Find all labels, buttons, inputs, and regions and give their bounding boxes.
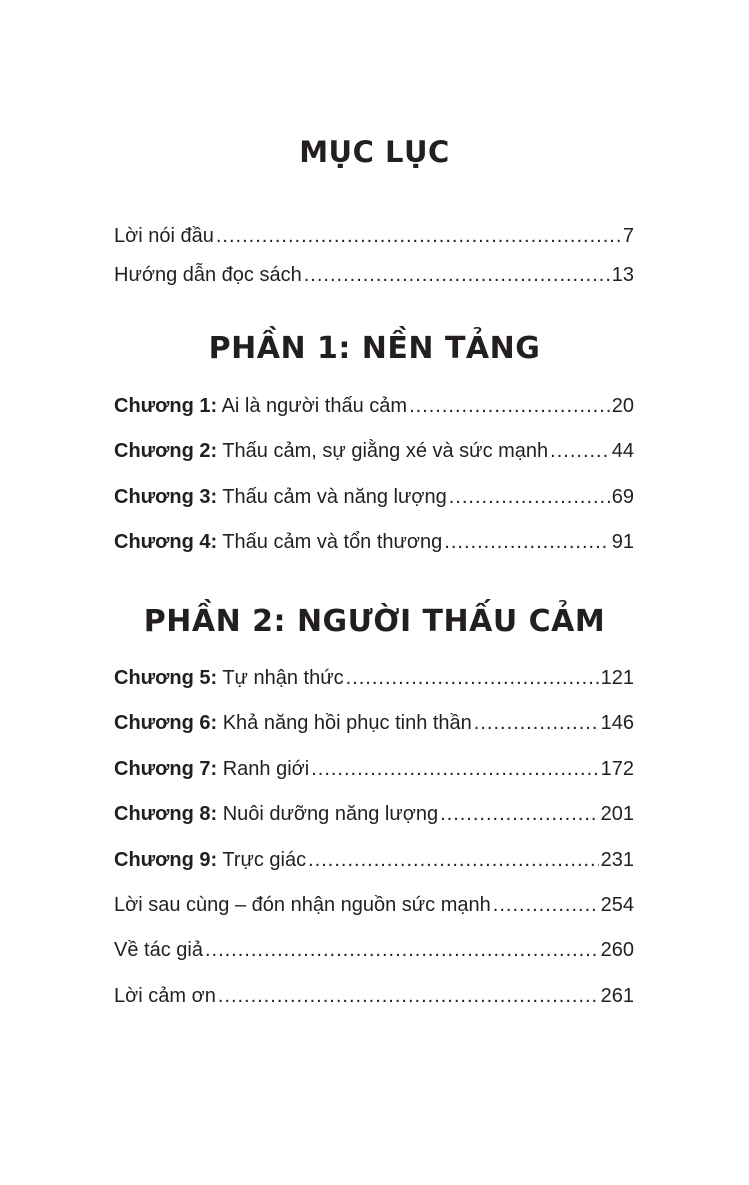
dot-leader [216,222,621,250]
toc-entry-label [114,664,344,692]
dot-leader [440,800,599,828]
dot-leader [409,392,610,420]
toc-entry-chapter-9[interactable] [114,846,634,891]
chapter-prefix: Chương 6: [114,712,218,735]
toc-entry-page: 69 [611,485,634,508]
chapter-prefix: Chương 5: [114,667,218,689]
toc-entry-label: Lời sau cùng – đón nhận nguồn sức mạnh [114,893,491,916]
chapter-prefix: Chương 4: [114,531,218,554]
toc-entry-chapter-3[interactable] [114,483,634,528]
chapter-prefix: Chương 7: [114,757,218,780]
toc-entry-preface[interactable] [114,222,634,261]
dot-leader [205,936,599,964]
dot-leader [218,982,599,1010]
chapter-prefix: Chương 9: [114,848,218,871]
toc-entry-label [114,846,306,874]
part2-heading: PHẦN 2: NGƯỜI THẤU CẢM [143,604,606,639]
toc-entry-page: 91 [611,531,634,554]
chapter-title: Nuôi dưỡng năng lượng [222,803,439,826]
toc-entry-page: 201 [600,803,634,826]
dot-leader [444,528,609,556]
toc-entry-chapter-2[interactable] [114,437,634,482]
toc-entry-page: 44 [611,440,634,463]
toc-part2-group [114,664,634,1027]
toc-entry-page: 13 [611,263,634,286]
toc-entry-page: 121 [600,667,634,689]
toc-entry-reading-guide[interactable] [114,261,634,300]
chapter-title: Khả năng hồi phục tinh thần [222,712,472,735]
toc-entry-chapter-1[interactable] [114,392,634,437]
toc-entry-afterword[interactable] [114,891,634,936]
toc-entry-label [114,528,442,556]
chapter-title: Tự nhận thức [222,667,344,689]
toc-part1-group [114,392,634,574]
chapter-prefix: Chương 1: [114,395,218,417]
chapter-title: Thấu cảm và năng lượng [222,485,447,508]
toc-entry-page: 20 [611,395,634,417]
dot-leader [308,846,599,874]
toc-entry-chapter-4[interactable] [114,528,634,573]
dot-leader [493,891,599,919]
dot-leader [550,437,610,465]
chapter-prefix: Chương 3: [114,485,218,508]
toc-entry-label: Lời nói đầu [114,225,214,247]
chapter-title: Trực giác [222,848,307,871]
dot-leader [311,755,598,783]
toc-entry-page: 172 [600,757,634,780]
toc-entry-page: 146 [600,712,634,735]
toc-entry-label [114,437,548,465]
dot-leader [346,664,599,692]
toc-entry-page: 231 [600,848,634,871]
chapter-title: Thấu cảm và tổn thương [222,531,443,554]
toc-entry-label: Về tác giả [114,939,203,962]
part1-heading: PHẦN 1: NỀN TẢNG [208,331,541,366]
page-title: MỤC LỤC [299,135,450,169]
toc-entry-page: 260 [600,939,634,962]
dot-leader [449,483,610,511]
toc-entry-chapter-5[interactable] [114,664,634,709]
toc-entry-label [114,800,438,828]
toc-entry-label: Hướng dẫn đọc sách [114,263,302,286]
dot-leader [474,709,599,737]
toc-entry-page: 7 [622,225,634,247]
toc-intro-group [114,222,634,299]
toc-entry-page: 261 [600,984,634,1007]
toc-entry-chapter-6[interactable] [114,709,634,754]
chapter-title: Thấu cảm, sự giằng xé và sức mạnh [222,440,549,463]
toc-entry-label: Lời cảm ơn [114,984,216,1007]
dot-leader [304,261,610,289]
toc-entry-label [114,392,407,420]
chapter-title: Ai là người thấu cảm [221,395,408,417]
toc-entry-label [114,755,309,783]
toc-entry-page: 254 [600,893,634,916]
toc-entry-label [114,709,472,737]
toc-entry-label [114,483,447,511]
toc-entry-chapter-8[interactable] [114,800,634,845]
chapter-prefix: Chương 2: [114,440,218,463]
toc-entry-chapter-7[interactable] [114,755,634,800]
chapter-title: Ranh giới [222,757,310,780]
chapter-prefix: Chương 8: [114,803,218,826]
toc-entry-acknowledgements[interactable] [114,982,634,1027]
toc-entry-about-author[interactable] [114,936,634,981]
